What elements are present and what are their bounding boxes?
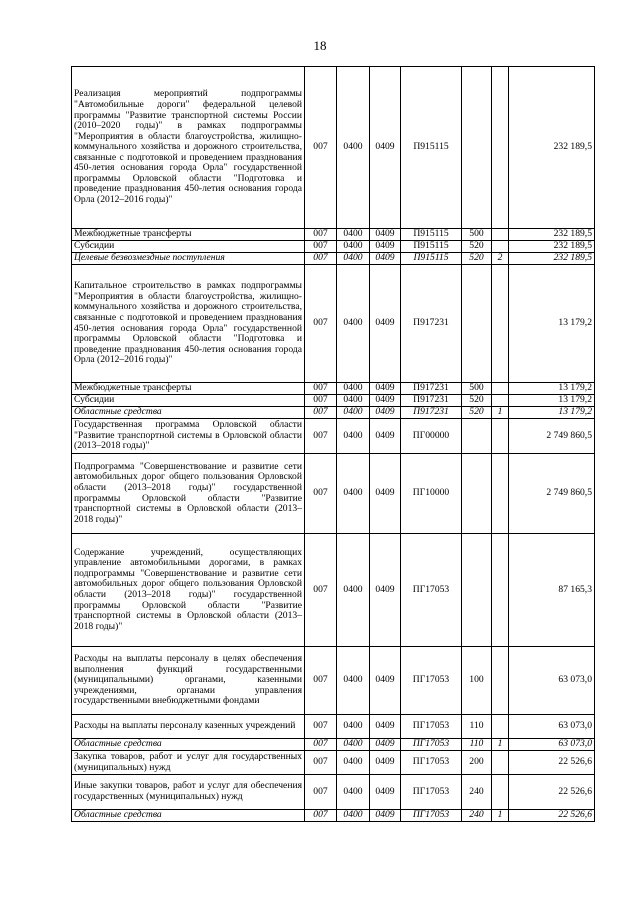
- row-expense-type: 110: [462, 739, 492, 751]
- row-name: Целевые безвозмездные поступления: [72, 253, 305, 265]
- row-target-article: П915115: [401, 229, 462, 241]
- row-subsection-code: 0409: [370, 775, 401, 810]
- row-grbs-code: 007: [305, 407, 337, 419]
- row-grbs-code: 007: [305, 395, 337, 407]
- row-subsection-code: 0409: [370, 395, 401, 407]
- row-expense-type: 520: [462, 395, 492, 407]
- table-row: [72, 253, 595, 265]
- table-row: [72, 647, 595, 715]
- row-section-code: 0400: [337, 67, 370, 229]
- row-target-article: ПГ17053: [401, 647, 462, 715]
- row-expense-type: 240: [462, 775, 492, 810]
- row-expense-type: 240: [462, 810, 492, 822]
- row-section-code: 0400: [337, 775, 370, 810]
- row-expense-type: 110: [462, 715, 492, 739]
- page-number: 18: [313, 38, 327, 53]
- row-subsection-code: 0409: [370, 715, 401, 739]
- row-name: Содержание учреждений, осуществляющих управление автомобильными дорогами, в рамках подпрограммы "Совершенствование и развитие сети автомобильных дорог общего пользования Орловской области (2013–2018 годы)" государственной программы Орловской области "Развитие транспортной системы в Орловской области (2013–2018 годы)": [72, 534, 305, 647]
- table-row: [72, 419, 595, 454]
- row-grbs-code: 007: [305, 67, 337, 229]
- row-name: Областные средства: [72, 407, 305, 419]
- row-section-code: 0400: [337, 647, 370, 715]
- row-amount: 22 526,6: [509, 751, 595, 775]
- row-amount: 232 189,5: [509, 253, 595, 265]
- row-funding-source: [492, 647, 509, 715]
- row-amount: 2 749 860,5: [509, 454, 595, 534]
- row-section-code: 0400: [337, 253, 370, 265]
- row-target-article: П917231: [401, 383, 462, 395]
- row-subsection-code: 0409: [370, 383, 401, 395]
- row-subsection-code: 0409: [370, 810, 401, 822]
- row-section-code: 0400: [337, 454, 370, 534]
- row-section-code: 0400: [337, 241, 370, 253]
- row-subsection-code: 0409: [370, 647, 401, 715]
- row-grbs-code: 007: [305, 265, 337, 383]
- budget-table: [71, 66, 595, 822]
- row-amount: 87 165,3: [509, 534, 595, 647]
- row-target-article: ПГ17053: [401, 534, 462, 647]
- row-grbs-code: 007: [305, 454, 337, 534]
- table-row: [72, 534, 595, 647]
- row-name: Межбюджетные трансферты: [72, 229, 305, 241]
- row-amount: 232 189,5: [509, 241, 595, 253]
- row-name: Областные средства: [72, 810, 305, 822]
- row-subsection-code: 0409: [370, 751, 401, 775]
- row-amount: 63 073,0: [509, 647, 595, 715]
- row-section-code: 0400: [337, 419, 370, 454]
- row-funding-source: [492, 395, 509, 407]
- table-body: [72, 67, 595, 822]
- row-subsection-code: 0409: [370, 265, 401, 383]
- row-name: Реализация мероприятий подпрограммы "Автомобильные дороги" федеральной целевой программы "Развитие транспортной системы России (2010–2020 годы)" в рамках подпрограммы "Мероприятия в области благоустройства, жилищно-коммунального хозяйства и дорожного строительства, связанные с подготовкой и проведением празднования 450-летия основания города Орла" государственной программы Орловской области "Подготовка и проведение празднования 450-летия основания города Орла (2012–2016 годы)": [72, 67, 305, 229]
- row-expense-type: 500: [462, 383, 492, 395]
- row-funding-source: [492, 419, 509, 454]
- row-funding-source: [492, 265, 509, 383]
- row-section-code: 0400: [337, 229, 370, 241]
- row-expense-type: [462, 454, 492, 534]
- row-expense-type: 520: [462, 253, 492, 265]
- row-subsection-code: 0409: [370, 454, 401, 534]
- row-target-article: ПГ17053: [401, 775, 462, 810]
- row-funding-source: [492, 229, 509, 241]
- row-expense-type: 520: [462, 241, 492, 253]
- row-expense-type: 200: [462, 751, 492, 775]
- row-section-code: 0400: [337, 751, 370, 775]
- row-target-article: ПГ17053: [401, 810, 462, 822]
- row-amount: 13 179,2: [509, 265, 595, 383]
- row-funding-source: [492, 534, 509, 647]
- row-amount: 13 179,2: [509, 395, 595, 407]
- row-funding-source: 1: [492, 407, 509, 419]
- row-target-article: П915115: [401, 241, 462, 253]
- row-funding-source: [492, 751, 509, 775]
- row-funding-source: 1: [492, 810, 509, 822]
- table-row: [72, 454, 595, 534]
- row-amount: 63 073,0: [509, 739, 595, 751]
- row-target-article: П917231: [401, 395, 462, 407]
- row-subsection-code: 0409: [370, 419, 401, 454]
- row-grbs-code: 007: [305, 647, 337, 715]
- row-name: Подпрограмма "Совершенствование и развитие сети автомобильных дорог общего пользования Орловской области (2013–2018 годы)" государственной программы Орловской области "Развитие транспортной системы в Орловской области (2013–2018 годы)": [72, 454, 305, 534]
- table-row: [72, 715, 595, 739]
- row-name: Субсидии: [72, 241, 305, 253]
- table-row: [72, 751, 595, 775]
- row-amount: 13 179,2: [509, 383, 595, 395]
- row-name: Капитальное строительство в рамках подпрограммы "Мероприятия в области благоустройства, жилищно-коммунального хозяйства и дорожного строительства, связанные с подготовкой и проведением празднования 450-летия основания города Орла" государственной программы Орловской области "Подготовка и проведение празднования 450-летия основания города Орла (2012–2016 годы)": [72, 265, 305, 383]
- row-subsection-code: 0409: [370, 229, 401, 241]
- table-row: [72, 265, 595, 383]
- row-subsection-code: 0409: [370, 241, 401, 253]
- row-funding-source: [492, 715, 509, 739]
- row-funding-source: 1: [492, 739, 509, 751]
- row-expense-type: [462, 265, 492, 383]
- row-target-article: ПГ17053: [401, 751, 462, 775]
- row-funding-source: [492, 67, 509, 229]
- row-target-article: ПГ10000: [401, 454, 462, 534]
- row-funding-source: [492, 241, 509, 253]
- row-section-code: 0400: [337, 265, 370, 383]
- row-name: Субсидии: [72, 395, 305, 407]
- row-target-article: П917231: [401, 407, 462, 419]
- row-section-code: 0400: [337, 407, 370, 419]
- row-expense-type: [462, 419, 492, 454]
- row-target-article: ПГ00000: [401, 419, 462, 454]
- table-row: [72, 395, 595, 407]
- row-subsection-code: 0409: [370, 253, 401, 265]
- row-expense-type: 100: [462, 647, 492, 715]
- row-name: Закупка товаров, работ и услуг для государственных (муниципальных) нужд: [72, 751, 305, 775]
- row-amount: 22 526,6: [509, 810, 595, 822]
- row-section-code: 0400: [337, 739, 370, 751]
- row-grbs-code: 007: [305, 810, 337, 822]
- row-target-article: ПГ17053: [401, 739, 462, 751]
- row-amount: 2 749 860,5: [509, 419, 595, 454]
- row-section-code: 0400: [337, 715, 370, 739]
- table-row: [72, 383, 595, 395]
- row-grbs-code: 007: [305, 739, 337, 751]
- row-name: Межбюджетные трансферты: [72, 383, 305, 395]
- row-subsection-code: 0409: [370, 407, 401, 419]
- row-target-article: П917231: [401, 265, 462, 383]
- row-grbs-code: 007: [305, 419, 337, 454]
- row-funding-source: [492, 454, 509, 534]
- row-section-code: 0400: [337, 534, 370, 647]
- row-name: Иные закупки товаров, работ и услуг для обеспечения государственных (муниципальных) нужд: [72, 775, 305, 810]
- row-grbs-code: 007: [305, 383, 337, 395]
- row-section-code: 0400: [337, 810, 370, 822]
- row-name: Областные средства: [72, 739, 305, 751]
- table-row: [72, 739, 595, 751]
- row-section-code: 0400: [337, 395, 370, 407]
- row-amount: 232 189,5: [509, 67, 595, 229]
- row-target-article: ПГ17053: [401, 715, 462, 739]
- row-expense-type: 520: [462, 407, 492, 419]
- row-name: Государственная программа Орловской области "Развитие транспортной системы в Орловской области (2013–2018 годы)": [72, 419, 305, 454]
- row-amount: 232 189,5: [509, 229, 595, 241]
- table-row: [72, 229, 595, 241]
- row-grbs-code: 007: [305, 775, 337, 810]
- row-section-code: 0400: [337, 383, 370, 395]
- table-row: [72, 810, 595, 822]
- table-row: [72, 407, 595, 419]
- row-amount: 22 526,6: [509, 775, 595, 810]
- row-subsection-code: 0409: [370, 739, 401, 751]
- row-funding-source: [492, 383, 509, 395]
- row-grbs-code: 007: [305, 534, 337, 647]
- table-row: [72, 775, 595, 810]
- row-target-article: П915115: [401, 67, 462, 229]
- row-grbs-code: 007: [305, 241, 337, 253]
- row-grbs-code: 007: [305, 715, 337, 739]
- row-grbs-code: 007: [305, 253, 337, 265]
- row-target-article: П915115: [401, 253, 462, 265]
- row-name: Расходы на выплаты персоналу казенных учреждений: [72, 715, 305, 739]
- table-row: [72, 241, 595, 253]
- row-subsection-code: 0409: [370, 67, 401, 229]
- table-row: [72, 67, 595, 229]
- row-name: Расходы на выплаты персоналу в целях обеспечения выполнения функций государственными (муниципальными) органами, казенными учреждениями, органами управления государственными внебюджетными фондами: [72, 647, 305, 715]
- row-grbs-code: 007: [305, 229, 337, 241]
- row-expense-type: [462, 534, 492, 647]
- row-funding-source: 2: [492, 253, 509, 265]
- row-grbs-code: 007: [305, 751, 337, 775]
- row-funding-source: [492, 775, 509, 810]
- row-subsection-code: 0409: [370, 534, 401, 647]
- row-amount: 13 179,2: [509, 407, 595, 419]
- row-amount: 63 073,0: [509, 715, 595, 739]
- row-expense-type: 500: [462, 229, 492, 241]
- row-expense-type: [462, 67, 492, 229]
